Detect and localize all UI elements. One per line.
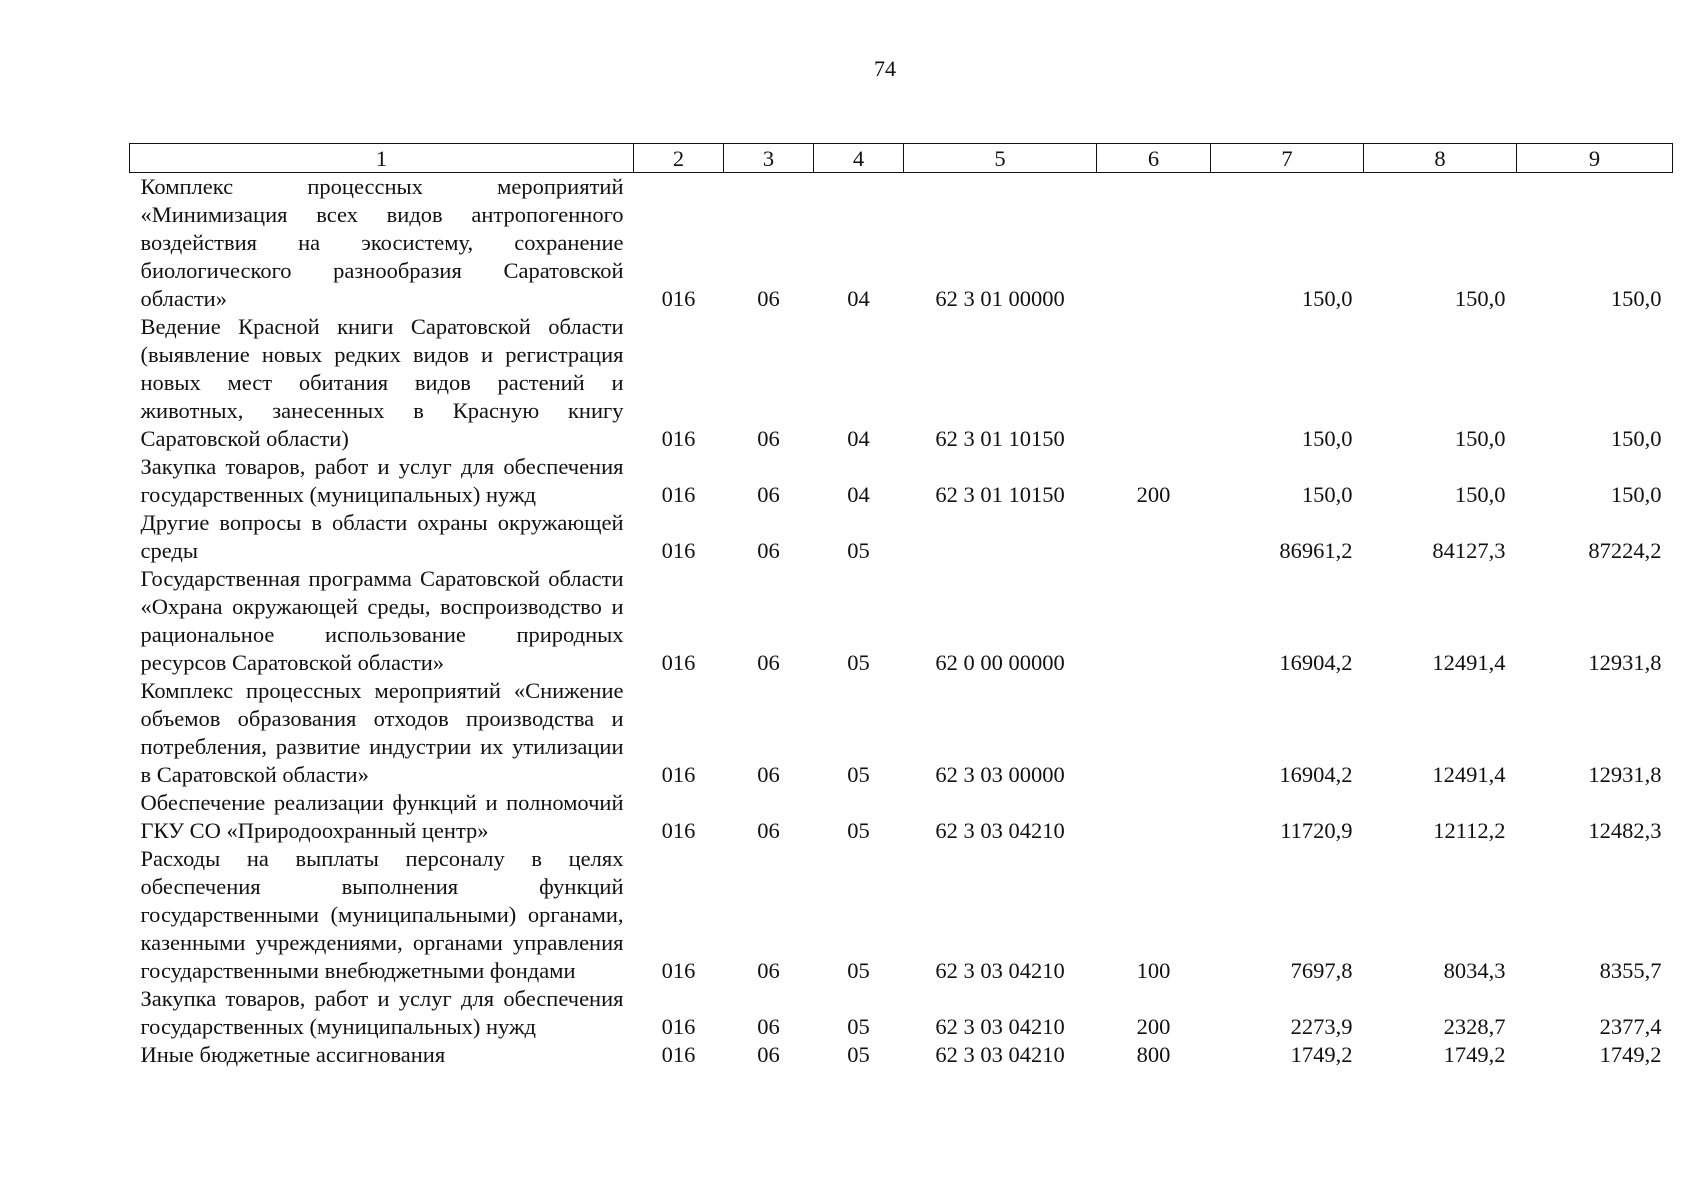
row-sum-9: 12931,8 — [1588, 650, 1662, 675]
row-csr: 62 3 01 00000 — [935, 286, 1065, 311]
row-pr: 04 — [847, 286, 870, 311]
row-vr: 100 — [1136, 958, 1171, 983]
row-sum-9: 150,0 — [1610, 286, 1662, 311]
row-rz: 06 — [757, 1014, 780, 1039]
row-sum-8: 8034,3 — [1443, 958, 1506, 983]
row-sum-7: 150,0 — [1301, 286, 1353, 311]
header-cell-2: 2 — [634, 144, 724, 173]
table-row — [130, 565, 1673, 677]
row-sum-9: 2377,4 — [1599, 1014, 1662, 1039]
row-pr: 04 — [847, 482, 870, 507]
row-vr — [1097, 173, 1211, 314]
header-cell-7: 7 — [1211, 144, 1364, 173]
row-rz: 06 — [757, 762, 780, 787]
row-ved: 016 — [661, 762, 696, 787]
header-cell-9: 9 — [1517, 144, 1673, 173]
table-body — [130, 173, 1673, 1070]
table-row — [130, 789, 1673, 845]
row-sum-7: 150,0 — [1301, 426, 1353, 451]
row-sum-7: 86961,2 — [1279, 538, 1353, 563]
table-row — [130, 173, 1673, 314]
row-vr — [1097, 789, 1211, 845]
row-ved: 016 — [661, 958, 696, 983]
row-sum-7: 1749,2 — [1290, 1042, 1353, 1067]
row-pr: 05 — [847, 1014, 870, 1039]
row-sum-7: 16904,2 — [1279, 762, 1353, 787]
row-sum-9: 87224,2 — [1588, 538, 1662, 563]
row-sum-7: 150,0 — [1301, 482, 1353, 507]
row-rz: 06 — [757, 650, 780, 675]
row-sum-8: 84127,3 — [1432, 538, 1506, 563]
row-rz: 06 — [757, 482, 780, 507]
row-pr: 05 — [847, 1042, 870, 1067]
row-csr — [904, 509, 1097, 565]
row-csr: 62 0 00 00000 — [935, 650, 1065, 675]
row-name: Комплекс процессных мероприятий «Минимизация всех видов антропогенного воздействия на экосистему, сохранение биологического разнообразия Саратовской области» — [140, 174, 624, 311]
row-name: Другие вопросы в области охраны окружающей среды — [140, 510, 624, 563]
header-cell-5: 5 — [904, 144, 1097, 173]
row-name: Обеспечение реализации функций и полномочий ГКУ СО «Природоохранный центр» — [140, 790, 624, 843]
table-row — [130, 453, 1673, 509]
row-name: Ведение Красной книги Саратовской области (выявление новых редких видов и регистрация новых мест обитания видов растений и животных, занесенных в Красную книгу Саратовской области) — [140, 314, 624, 451]
row-sum-8: 2328,7 — [1443, 1014, 1506, 1039]
table-row — [130, 985, 1673, 1041]
row-sum-8: 12491,4 — [1432, 650, 1506, 675]
row-vr: 800 — [1136, 1042, 1171, 1067]
row-rz: 06 — [757, 1042, 780, 1067]
table-header — [130, 144, 1673, 173]
row-sum-8: 150,0 — [1454, 426, 1506, 451]
row-vr — [1097, 565, 1211, 677]
row-sum-9: 150,0 — [1610, 482, 1662, 507]
row-name: Иные бюджетные ассигнования — [140, 1042, 446, 1067]
row-sum-9: 12482,3 — [1588, 818, 1662, 843]
header-cell-6: 6 — [1097, 144, 1211, 173]
row-csr: 62 3 01 10150 — [935, 426, 1065, 451]
header-cell-8: 8 — [1364, 144, 1517, 173]
row-sum-9: 8355,7 — [1599, 958, 1662, 983]
row-sum-9: 12931,8 — [1588, 762, 1662, 787]
row-ved: 016 — [661, 1042, 696, 1067]
row-sum-8: 1749,2 — [1443, 1042, 1506, 1067]
row-sum-8: 12112,2 — [1433, 818, 1506, 843]
row-csr: 62 3 03 04210 — [935, 1042, 1065, 1067]
budget-table — [129, 143, 1673, 1069]
header-cell-1: 1 — [130, 144, 634, 173]
row-sum-7: 7697,8 — [1290, 958, 1353, 983]
row-ved: 016 — [661, 818, 696, 843]
table-row — [130, 677, 1673, 789]
row-sum-7: 16904,2 — [1279, 650, 1353, 675]
row-vr: 200 — [1136, 1014, 1171, 1039]
row-ved: 016 — [661, 286, 696, 311]
row-name: Расходы на выплаты персоналу в целях обеспечения выполнения функций государственными (муниципальными) органами, казенными учреждениями, органами управления государственными внебюджетными фондами — [140, 846, 624, 983]
row-name: Комплекс процессных мероприятий «Снижение объемов образования отходов производства и потребления, развитие индустрии их утилизации в Саратовской области» — [140, 678, 624, 787]
row-vr — [1097, 313, 1211, 453]
row-ved: 016 — [661, 538, 696, 563]
row-rz: 06 — [757, 538, 780, 563]
header-cell-4: 4 — [814, 144, 904, 173]
row-ved: 016 — [661, 1014, 696, 1039]
row-rz: 06 — [757, 426, 780, 451]
row-name: Закупка товаров, работ и услуг для обеспечения государственных (муниципальных) нужд — [140, 986, 624, 1039]
row-sum-7: 2273,9 — [1290, 1014, 1353, 1039]
row-csr: 62 3 03 00000 — [935, 762, 1065, 787]
row-name: Закупка товаров, работ и услуг для обеспечения государственных (муниципальных) нужд — [140, 454, 624, 507]
row-vr — [1097, 509, 1211, 565]
row-sum-9: 150,0 — [1610, 426, 1662, 451]
row-vr — [1097, 677, 1211, 789]
row-sum-8: 150,0 — [1454, 482, 1506, 507]
row-rz: 06 — [757, 958, 780, 983]
row-name: Государственная программа Саратовской области «Охрана окружающей среды, воспроизводство и рациональное использование природных ресурсов Саратовской области» — [140, 566, 624, 675]
row-pr: 05 — [847, 818, 870, 843]
row-csr: 62 3 03 04210 — [935, 1014, 1065, 1039]
row-ved: 016 — [661, 426, 696, 451]
row-csr: 62 3 03 04210 — [935, 818, 1065, 843]
header-row — [130, 144, 1673, 173]
table-row — [130, 313, 1673, 453]
row-csr: 62 3 03 04210 — [935, 958, 1065, 983]
row-ved: 016 — [661, 482, 696, 507]
header-cell-3: 3 — [724, 144, 814, 173]
row-csr: 62 3 01 10150 — [935, 482, 1065, 507]
table-row — [130, 845, 1673, 985]
row-rz: 06 — [757, 818, 780, 843]
row-sum-9: 1749,2 — [1599, 1042, 1662, 1067]
row-ved: 016 — [661, 650, 696, 675]
table-row — [130, 1041, 1673, 1069]
row-pr: 05 — [847, 958, 870, 983]
page-number: 74 — [874, 56, 896, 81]
row-pr: 05 — [847, 650, 870, 675]
row-sum-8: 12491,4 — [1432, 762, 1506, 787]
row-sum-7: 11720,9 — [1280, 818, 1353, 843]
row-pr: 04 — [847, 426, 870, 451]
row-pr: 05 — [847, 762, 870, 787]
table-row — [130, 509, 1673, 565]
row-pr: 05 — [847, 538, 870, 563]
row-sum-8: 150,0 — [1454, 286, 1506, 311]
row-rz: 06 — [757, 286, 780, 311]
row-vr: 200 — [1136, 482, 1171, 507]
